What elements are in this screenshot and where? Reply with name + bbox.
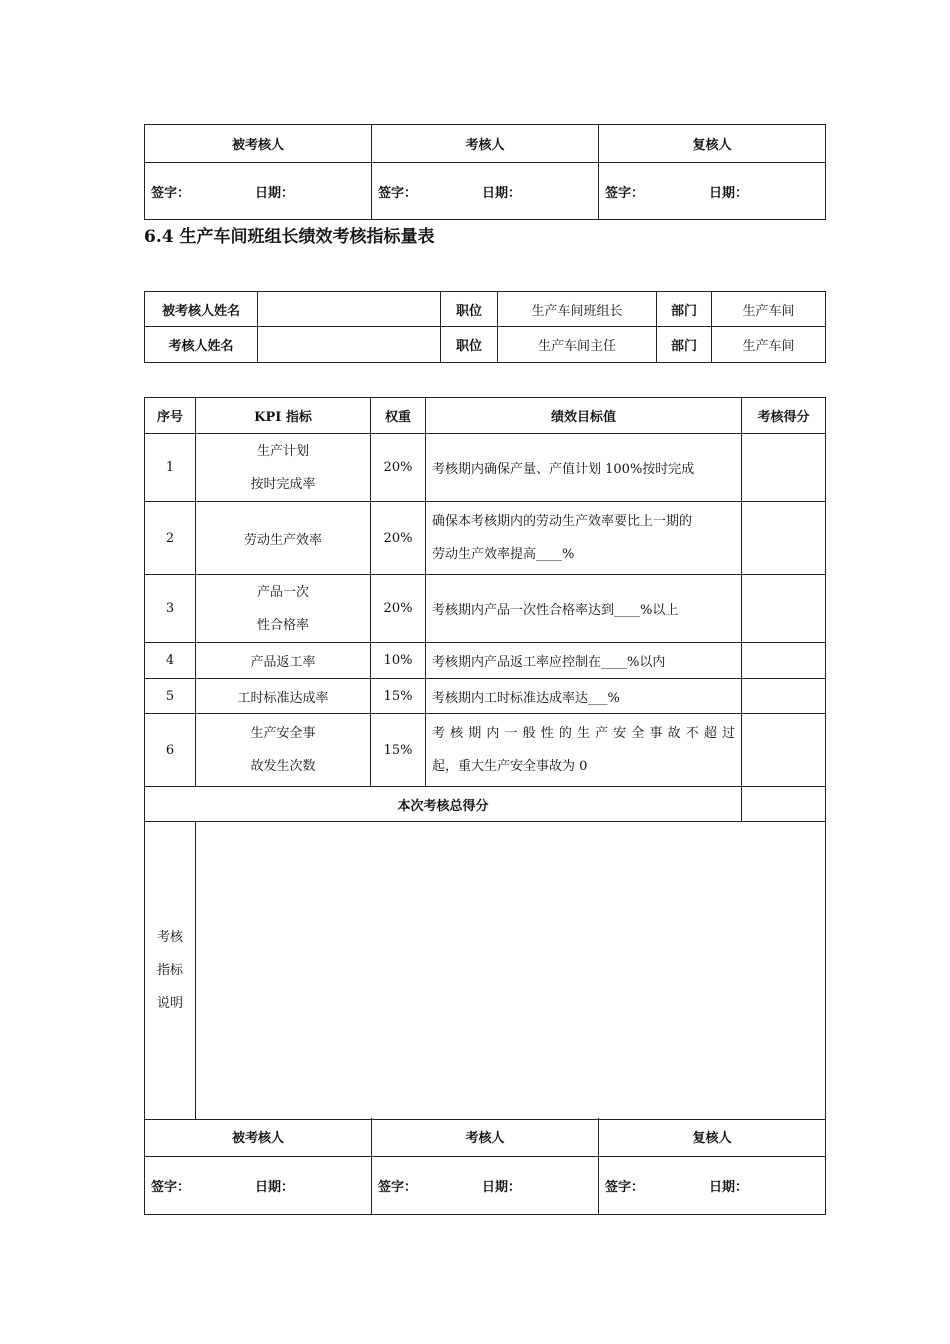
row-weight: 15%	[371, 714, 426, 787]
examinee-header: 被考核人	[145, 1118, 372, 1156]
section-title: 6.4 生产车间班组长绩效考核指标量表	[144, 227, 435, 247]
row-no: 2	[145, 502, 196, 575]
examinee-position: 生产车间班组长	[498, 292, 657, 327]
row-indicator: 劳动生产效率	[196, 502, 371, 575]
examiner-header: 考核人	[372, 1118, 599, 1156]
row-target: 考核期内产品一次性合格率达到____%以上	[426, 575, 742, 643]
examiner-header: 考核人	[372, 125, 599, 163]
row-weight: 20%	[371, 434, 426, 502]
row-indicator: 工时标准达成率	[196, 679, 371, 714]
table-row	[145, 575, 826, 643]
signature-label: 签字：	[605, 185, 645, 201]
row-score-field[interactable]	[742, 714, 826, 787]
top-signature-table	[144, 124, 826, 220]
table-row	[145, 679, 826, 714]
date-label: 日期：	[255, 185, 295, 201]
date-label: 日期：	[255, 1179, 295, 1195]
table-row	[145, 714, 826, 787]
row-weight: 20%	[371, 502, 426, 575]
examinee-name-field[interactable]	[258, 292, 441, 327]
examiner-name-label: 考核人姓名	[145, 327, 258, 363]
total-score-field[interactable]	[742, 787, 826, 822]
examiner-department: 生产车间	[712, 327, 826, 363]
department-label: 部门	[657, 292, 712, 327]
signature-label: 签字：	[605, 1179, 645, 1195]
table-row	[145, 502, 826, 575]
row-weight: 20%	[371, 575, 426, 643]
position-label: 职位	[441, 292, 498, 327]
date-label: 日期：	[709, 1179, 749, 1195]
date-label: 日期：	[709, 185, 749, 201]
examinee-sign-cell[interactable]	[145, 1156, 372, 1214]
header-no: 序号	[145, 398, 196, 434]
row-target: 考核期内产品返工率应控制在____%以内	[426, 643, 742, 679]
examiner-sign-cell[interactable]	[372, 163, 599, 220]
date-label: 日期：	[482, 185, 522, 201]
row-score-field[interactable]	[742, 502, 826, 575]
kpi-table	[144, 397, 826, 1120]
row-target: 确保本考核期内的劳动生产效率要比上一期的 劳动生产效率提高____%	[426, 502, 742, 575]
header-score: 考核得分	[742, 398, 826, 434]
position-label: 职位	[441, 327, 498, 363]
row-no: 6	[145, 714, 196, 787]
row-no: 4	[145, 643, 196, 679]
row-indicator: 产品返工率	[196, 643, 371, 679]
row-no: 5	[145, 679, 196, 714]
table-row	[145, 643, 826, 679]
total-score-label: 本次考核总得分	[145, 787, 742, 822]
row-score-field[interactable]	[742, 575, 826, 643]
row-score-field[interactable]	[742, 679, 826, 714]
row-target: 考核期内确保产量、产值计划 100%按时完成	[426, 434, 742, 502]
reviewer-header: 复核人	[599, 1118, 826, 1156]
reviewer-sign-cell[interactable]	[599, 163, 826, 220]
row-score-field[interactable]	[742, 434, 826, 502]
row-indicator: 生产安全事 故发生次数	[196, 714, 371, 787]
info-table	[144, 291, 826, 363]
table-row	[145, 434, 826, 502]
notes-label: 考核 指标 说明	[145, 822, 196, 1120]
row-indicator: 产品一次 性合格率	[196, 575, 371, 643]
examiner-position: 生产车间主任	[498, 327, 657, 363]
row-no: 1	[145, 434, 196, 502]
examiner-name-field[interactable]	[258, 327, 441, 363]
row-weight: 10%	[371, 643, 426, 679]
date-label: 日期：	[482, 1179, 522, 1195]
row-indicator: 生产计划 按时完成率	[196, 434, 371, 502]
bottom-signature-table	[144, 1118, 826, 1215]
reviewer-header: 复核人	[599, 125, 826, 163]
row-target: 考核期内一般性的生产安全事故不超过 起，重大生产安全事故为 0	[426, 714, 742, 787]
signature-label: 签字：	[378, 1179, 418, 1195]
notes-field[interactable]	[196, 822, 826, 1120]
row-weight: 15%	[371, 679, 426, 714]
signature-label: 签字：	[378, 185, 418, 201]
signature-label: 签字：	[151, 185, 191, 201]
header-weight: 权重	[371, 398, 426, 434]
examinee-department: 生产车间	[712, 292, 826, 327]
signature-label: 签字：	[151, 1179, 191, 1195]
row-score-field[interactable]	[742, 643, 826, 679]
header-target: 绩效目标值	[426, 398, 742, 434]
row-target: 考核期内工时标准达成率达___%	[426, 679, 742, 714]
reviewer-sign-cell[interactable]	[599, 1156, 826, 1214]
row-no: 3	[145, 575, 196, 643]
header-indicator: KPI 指标	[196, 398, 371, 434]
department-label: 部门	[657, 327, 712, 363]
examiner-sign-cell[interactable]	[372, 1156, 599, 1214]
examinee-sign-cell[interactable]	[145, 163, 372, 220]
examinee-header: 被考核人	[145, 125, 372, 163]
examinee-name-label: 被考核人姓名	[145, 292, 258, 327]
